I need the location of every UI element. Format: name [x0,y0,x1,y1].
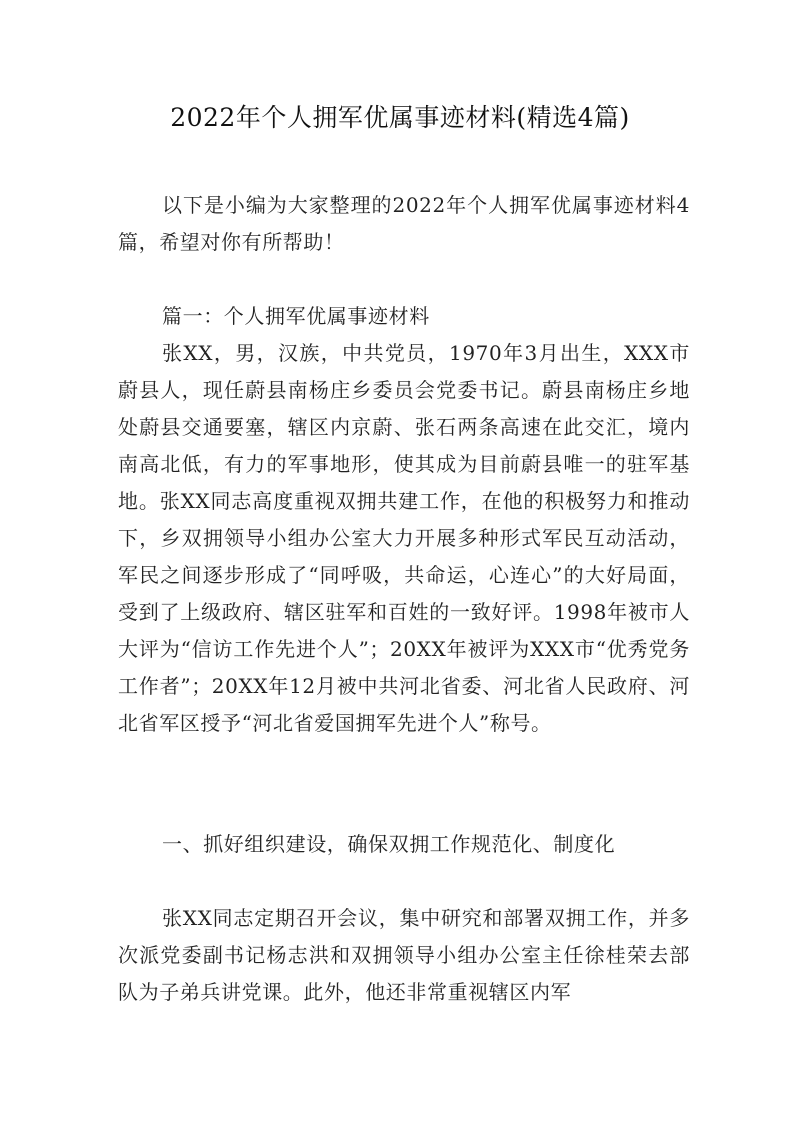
intro-paragraph: 以下是小编为大家整理的2022年个人拥军优属事迹材料4篇，希望对你有所帮助！ [118,193,690,254]
paragraph-2: 张XX同志定期召开会议，集中研究和部署双拥工作，并多次派党委副书记杨志洪和双拥领导小组办公室主任徐桂荣去部队为子弟兵讲党课。此外，他还非常重视辖区内军 [118,906,690,1004]
document-title: 2022年个人拥军优属事迹材料(精选4篇) [170,103,630,132]
paragraph-1: 张XX，男，汉族，中共党员，1970年3月出生，XXX市蔚县人，现任蔚县南杨庄乡委员会党委书记。蔚县南杨庄乡地处蔚县交通要塞，辖区内京蔚、张石两条高速在此交汇，境内南高北低，有力的军事地形，使其成为目前蔚县唯一的驻军基地。张XX同志高度重视双拥共建工作，在他的积极努力和推动下，乡双拥领导小组办公室大力开展多种形式军民互动活动，军民之间逐步形成了“同呼吸，共命运，心连心”的大好局面，受到了上级政府、辖区驻军和百姓的一致好评。1998年被市人大评为“信访工作先进个人”；20XX年被评为XXX市“优秀党务工作者”；20XX年12月被中共河北省委、河北省人民政府、河北省军区授予“河北省爱国拥军先进个人”称号。 [118,341,690,735]
section-title: 篇一：个人拥军优属事迹材料 [162,304,430,328]
subheading-1: 一、抓好组织建设，确保双拥工作规范化、制度化 [162,832,616,856]
